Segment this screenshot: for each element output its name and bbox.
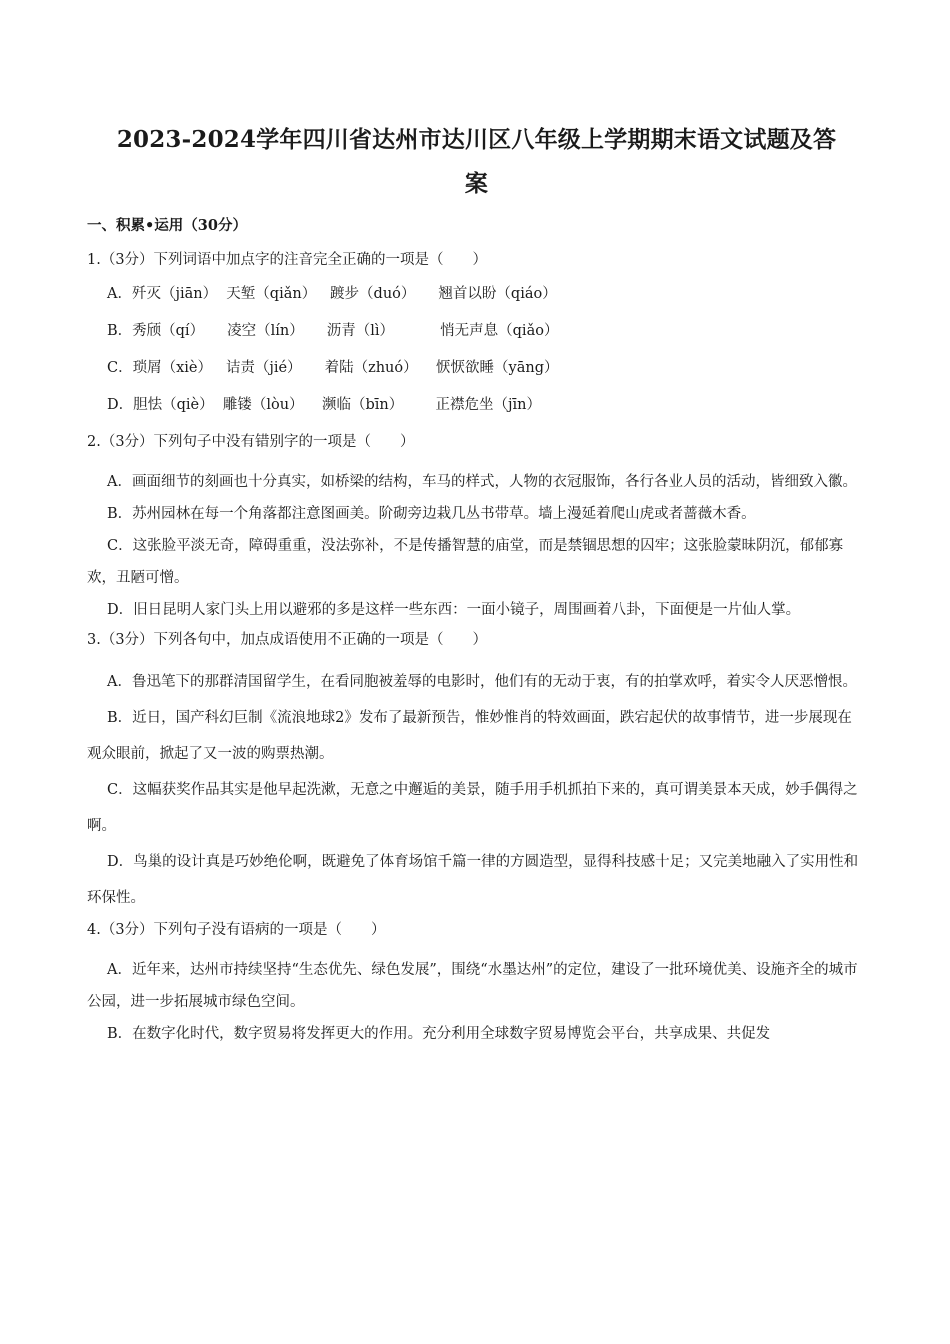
question-4-option-b: B．在数字化时代，数字贸易将发挥更大的作用。充分利用全球数字贸易博览会平台，共享成果、共促发 [107,1026,771,1042]
title-line-2: 案 [464,170,489,197]
question-2-option-b: B．苏州园林在每一个角落都注意图画美。阶砌旁边栽几丛书带草。墙上漫延着爬山虎或者蔷薇木香。 [107,506,756,522]
title-line-1: 2023-2024学年四川省达州市达川区八年级上学期期末语文试题及答 [116,126,837,153]
question-3-option-b: B．近日，国产科幻巨制《流浪地球2》发布了最新预告，惟妙惟肖的特效画面，跌宕起伏的故事情节，进一步展现在观众眼前，掀起了又一波的购票热潮。 [87,710,852,762]
section-heading: 一、积累•运用（30分） [87,217,247,234]
document-title [87,118,866,206]
question-4-stem: 4.（3分）下列句子没有语病的一项是（ ） [87,922,386,938]
question-1-stem: 1.（3分）下列词语中加点字的注音完全正确的一项是（ ） [87,252,488,268]
question-1-option-d: D．胆怯（qiè） 雕镂（lòu） 濒临（bīn） 正襟危坐（jīn） [107,397,541,413]
question-1-option-b: B．秀颀（qí） 凌空（lín） 沥青（lì） 悄无声息（qiǎo） [107,323,559,339]
question-2-stem: 2.（3分）下列句子中没有错别字的一项是（ ） [87,434,415,450]
question-3-option-c: C．这幅获奖作品其实是他早起洗漱，无意之中邂逅的美景，随手用手机抓拍下来的，真可谓美景本天成，妙手偶得之啊。 [87,782,858,834]
question-3-option-a: A．鲁迅笔下的那群清国留学生，在看同胞被羞辱的电影时，他们有的无动于衷，有的拍掌欢呼，着实令人厌恶憎恨。 [107,674,857,690]
question-4-option-a: A．近年来，达州市持续坚持“生态优先、绿色发展”，围绕“水墨达州”的定位，建设了一批环境优美、设施齐全的城市公园，进一步拓展城市绿色空间。 [87,962,858,1010]
question-2-option-a: A．画面细节的刻画也十分真实，如桥梁的结构，车马的样式，人物的衣冠服饰，各行各业人员的活动，皆细致入徽。 [107,474,857,490]
question-3-option-d: D．鸟巢的设计真是巧妙绝伦啊，既避免了体育场馆千篇一律的方圆造型，显得科技感十足；又完美地融入了实用性和环保性。 [87,854,859,906]
question-3-stem: 3.（3分）下列各句中，加点成语使用不正确的一项是（ ） [87,632,488,648]
question-2-option-d: D．旧日昆明人家门头上用以避邪的多是这样一些东西：一面小镜子，周围画着八卦，下面便是一片仙人掌。 [107,602,801,618]
question-1-option-c: C．琐屑（xiè） 诘责（jié） 着陆（zhuó） 恹恹欲睡（yāng） [107,360,559,376]
question-2-option-c: C．这张脸平淡无奇，障碍重重，没法弥补，不是传播智慧的庙堂，而是禁锢思想的囚牢；这张脸蒙昧阴沉，郁郁寡欢，丑陋可憎。 [87,538,844,586]
question-1-option-a: A．歼灭（jiān） 天堑（qiǎn） 踱步（duó） 翘首以盼（qiáo） [107,286,557,302]
